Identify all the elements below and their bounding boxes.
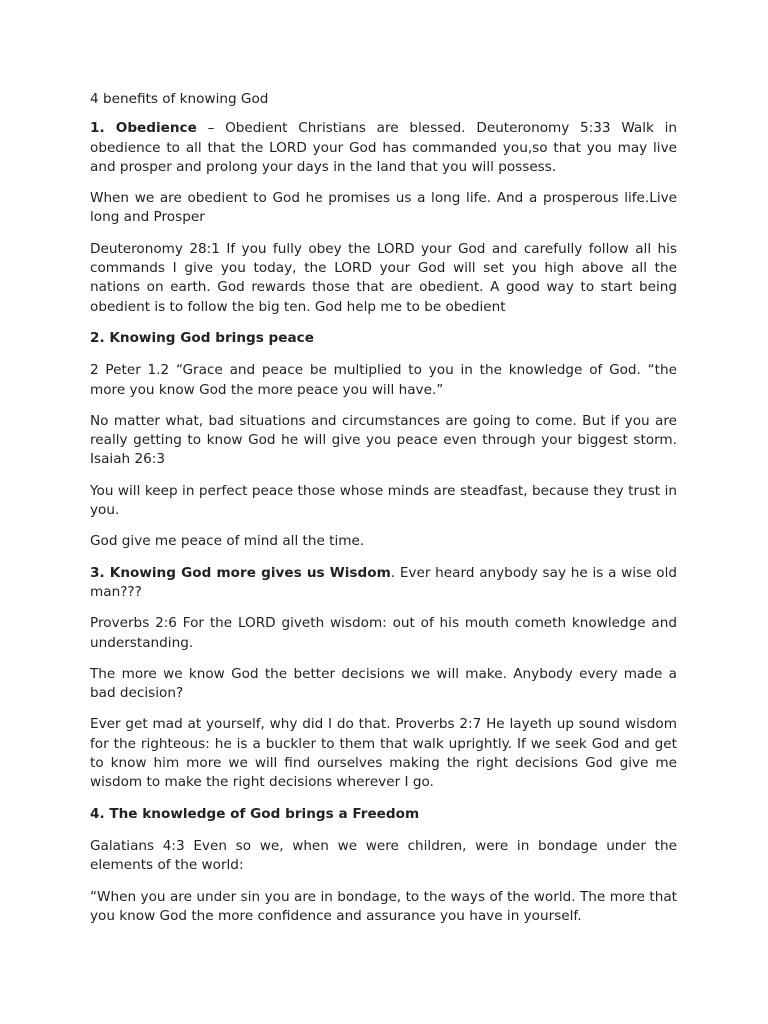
peace-prayer-paragraph: God give me peace of mind all the time. <box>90 533 365 550</box>
storm-paragraph: No matter what, bad situations and circumstances are going to come. But if you are really getting to know God he will give you peace even through your biggest storm. Isaiah 26:3 <box>90 412 677 468</box>
proverbs-paragraph: Proverbs 2:6 For the LORD giveth wisdom: out of his mouth cometh knowledge and understanding. <box>90 615 677 651</box>
isaiah-paragraph: You will keep in perfect peace those whose minds are steadfast, because they trust in you. <box>90 482 677 519</box>
document-title: 4 benefits of knowing God <box>90 91 269 107</box>
bondage-paragraph: “When you are under sin you are in bondage, to the ways of the world. The more that you know God the more confidence and assurance you have in yourself. <box>90 888 677 924</box>
document-page <box>90 90 677 938</box>
wisdom-heading: 3. Knowing God more gives us Wisdom <box>90 564 391 581</box>
decisions-paragraph: The more we know God the better decisions we will make. Anybody every made a bad decision? <box>90 665 677 702</box>
wisdom-paragraph <box>90 564 677 603</box>
deuteronomy-paragraph: Deuteronomy 28:1 If you fully obey the LORD your God and carefully follow all his commands I give you today, the LORD your God will set you high above all the nations on earth. God rewards those that are obedient. A good way to start being obedient is to follow the big ten. God help me to be obedient <box>90 240 677 315</box>
obedience-text: – Obedient Christians are blessed. Deuteronomy 5:33 Walk in obedience to all that the LORD your God has commanded you,so that you may live and prosper and prolong your days in the land that you will possess. <box>90 120 677 175</box>
galatians-paragraph: Galatians 4:3 Even so we, when we were children, were in bondage under the elements of the world: <box>90 837 677 874</box>
peter-paragraph: 2 Peter 1.2 “Grace and peace be multiplied to you in the knowledge of God. “the more you know God the more peace you will have.” <box>90 362 677 398</box>
peace-heading: 2. Knowing God brings peace <box>90 329 314 346</box>
freedom-heading: 4. The knowledge of God brings a Freedom <box>90 805 420 822</box>
obedience-long-life-paragraph: When we are obedient to God he promises us a long life. And a prosperous life.Live long and Prosper <box>90 190 677 226</box>
wisdom-text: . Ever heard anybody say he is a wise old man??? <box>90 564 677 600</box>
wisdom-prayer-paragraph: Ever get mad at yourself, why did I do that. Proverbs 2:7 He layeth up sound wisdom for the righteous: he is a buckler to them that walk uprightly. If we seek God and get to know him more we will find ourselves making the right decisions God give me wisdom to make the right decisions wherever I go. <box>90 716 677 791</box>
obedience-heading: 1. Obedience <box>90 120 197 137</box>
obedience-paragraph <box>90 119 677 177</box>
